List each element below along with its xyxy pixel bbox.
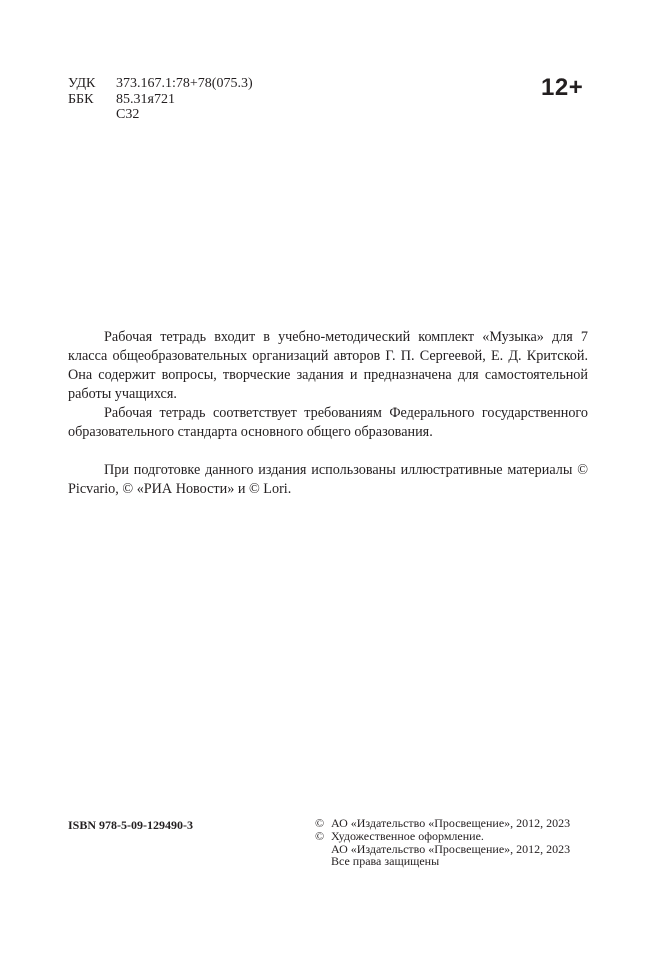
udk-label: УДК — [68, 76, 96, 91]
catalog-info — [68, 76, 253, 123]
bbk-row — [68, 92, 253, 108]
isbn: ISBN 978-5-09-129490-3 — [68, 818, 193, 832]
annotation-paragraph: Рабочая тетрадь соответствует требованиям Федерального государственного образовательного стандарта основного общего образования. — [68, 405, 588, 440]
copyright-line: Художественное оформление. — [331, 828, 484, 843]
illustrations-credit: При подготовке данного издания использованы иллюстративные материалы © Picvario, © «РИА Новости» и © Lori. — [68, 462, 588, 497]
bbk-value: 85.31я721 — [116, 91, 175, 107]
copyright-icon: © — [315, 816, 325, 830]
age-rating: 12+ — [541, 74, 584, 101]
bbk-label: ББК — [68, 91, 94, 107]
copyright-line: АО «Издательство «Просвещение», 2012, 2023 — [331, 841, 571, 856]
udk-row — [68, 76, 253, 92]
author-mark: С32 — [116, 107, 140, 122]
annotation — [68, 328, 588, 499]
author-mark-row — [68, 107, 253, 123]
annotation-paragraph: Рабочая тетрадь входит в учебно-методический комплект «Музыка» для 7 класса общеобразовательных организаций авторов Г. П. Сергеевой, Е. Д. Критской. Она содержит вопросы, творческие задания и предназначена для самостоятельной работы учащихся. — [68, 329, 588, 402]
rights-reserved: Все права защищены — [331, 854, 440, 869]
copyright-line: АО «Издательство «Просвещение», 2012, 2023 — [331, 816, 571, 830]
copyright-icon: © — [315, 828, 325, 843]
copyright-block — [315, 817, 570, 868]
udk-value: 373.167.1:78+78(075.3) — [116, 76, 253, 91]
